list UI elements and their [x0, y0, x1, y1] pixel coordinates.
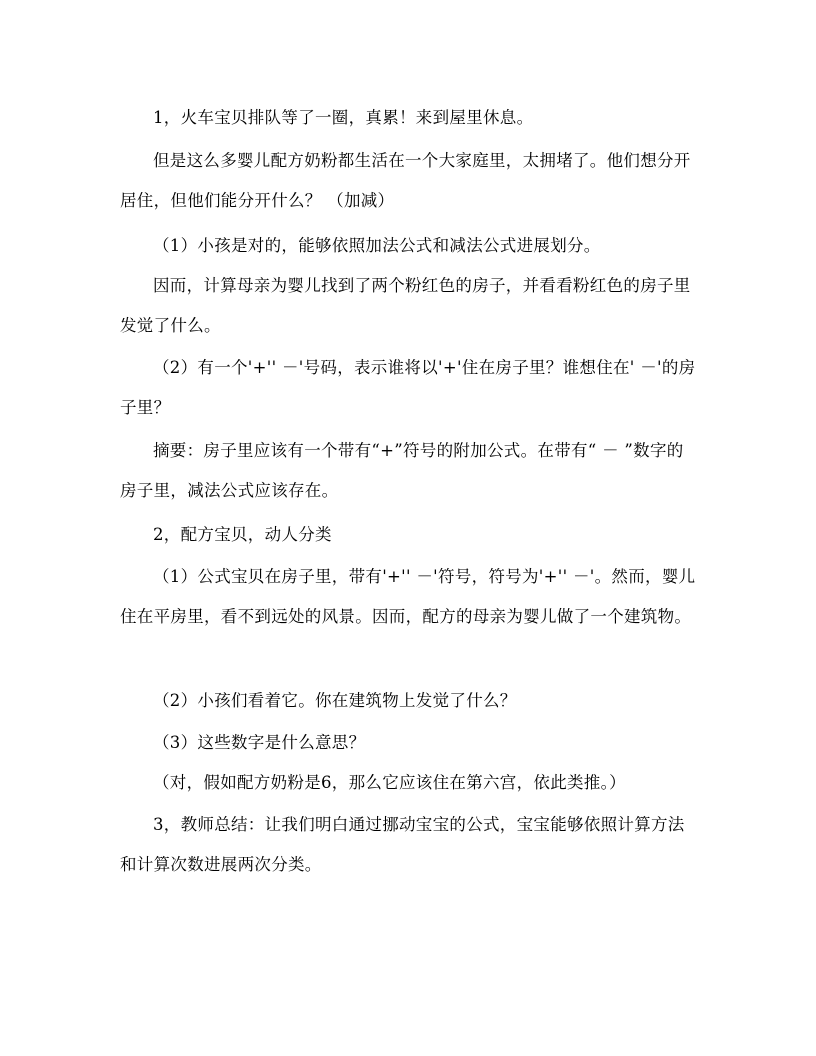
paragraph-5: （2）有一个'+'' －'号码，表示谁将以'+'住在房子里？谁想住在' －'的房子里？: [120, 358, 696, 417]
paragraph-9: （2）小孩们看着它。你在建筑物上发觉了什么？: [153, 691, 517, 710]
paragraph-6: 摘要：房子里应该有一个带有“+”符号的附加公式。在带有“ － ”数字的房子里，减法公式应该存在。: [120, 441, 684, 500]
paragraph-8: （1）公式宝贝在房子里，带有'+'' －'符号，符号为'+'' －'。然而，婴儿住在平房里，看不到远处的风景。因而，配方的母亲为婴儿做了一个建筑物。: [120, 567, 696, 626]
paragraph-2: 但是这么多婴儿配方奶粉都生活在一个大家庭里，太拥堵了。他们想分开居住，但他们能分开什么？ （加减）: [120, 151, 691, 210]
paragraph-7: 2，配方宝贝，动人分类: [153, 525, 332, 544]
paragraph-3: （1）小孩是对的，能够依照加法公式和减法公式进展划分。: [153, 236, 601, 255]
paragraph-1: 1，火车宝贝排队等了一圈，真累！来到屋里休息。: [153, 108, 534, 127]
paragraph-11: （对，假如配方奶粉是6，那么它应该住在第六宫，依此类推。）: [153, 773, 626, 792]
paragraph-12: 3，教师总结：让我们明白通过挪动宝宝的公式，宝宝能够依照计算方法和计算次数进展两次分类。: [120, 815, 685, 874]
paragraph-4: 因而，计算母亲为婴儿找到了两个粉红色的房子，并看看粉红色的房子里发觉了什么。: [120, 276, 691, 335]
paragraph-10: （3）这些数字是什么意思？: [153, 733, 366, 752]
